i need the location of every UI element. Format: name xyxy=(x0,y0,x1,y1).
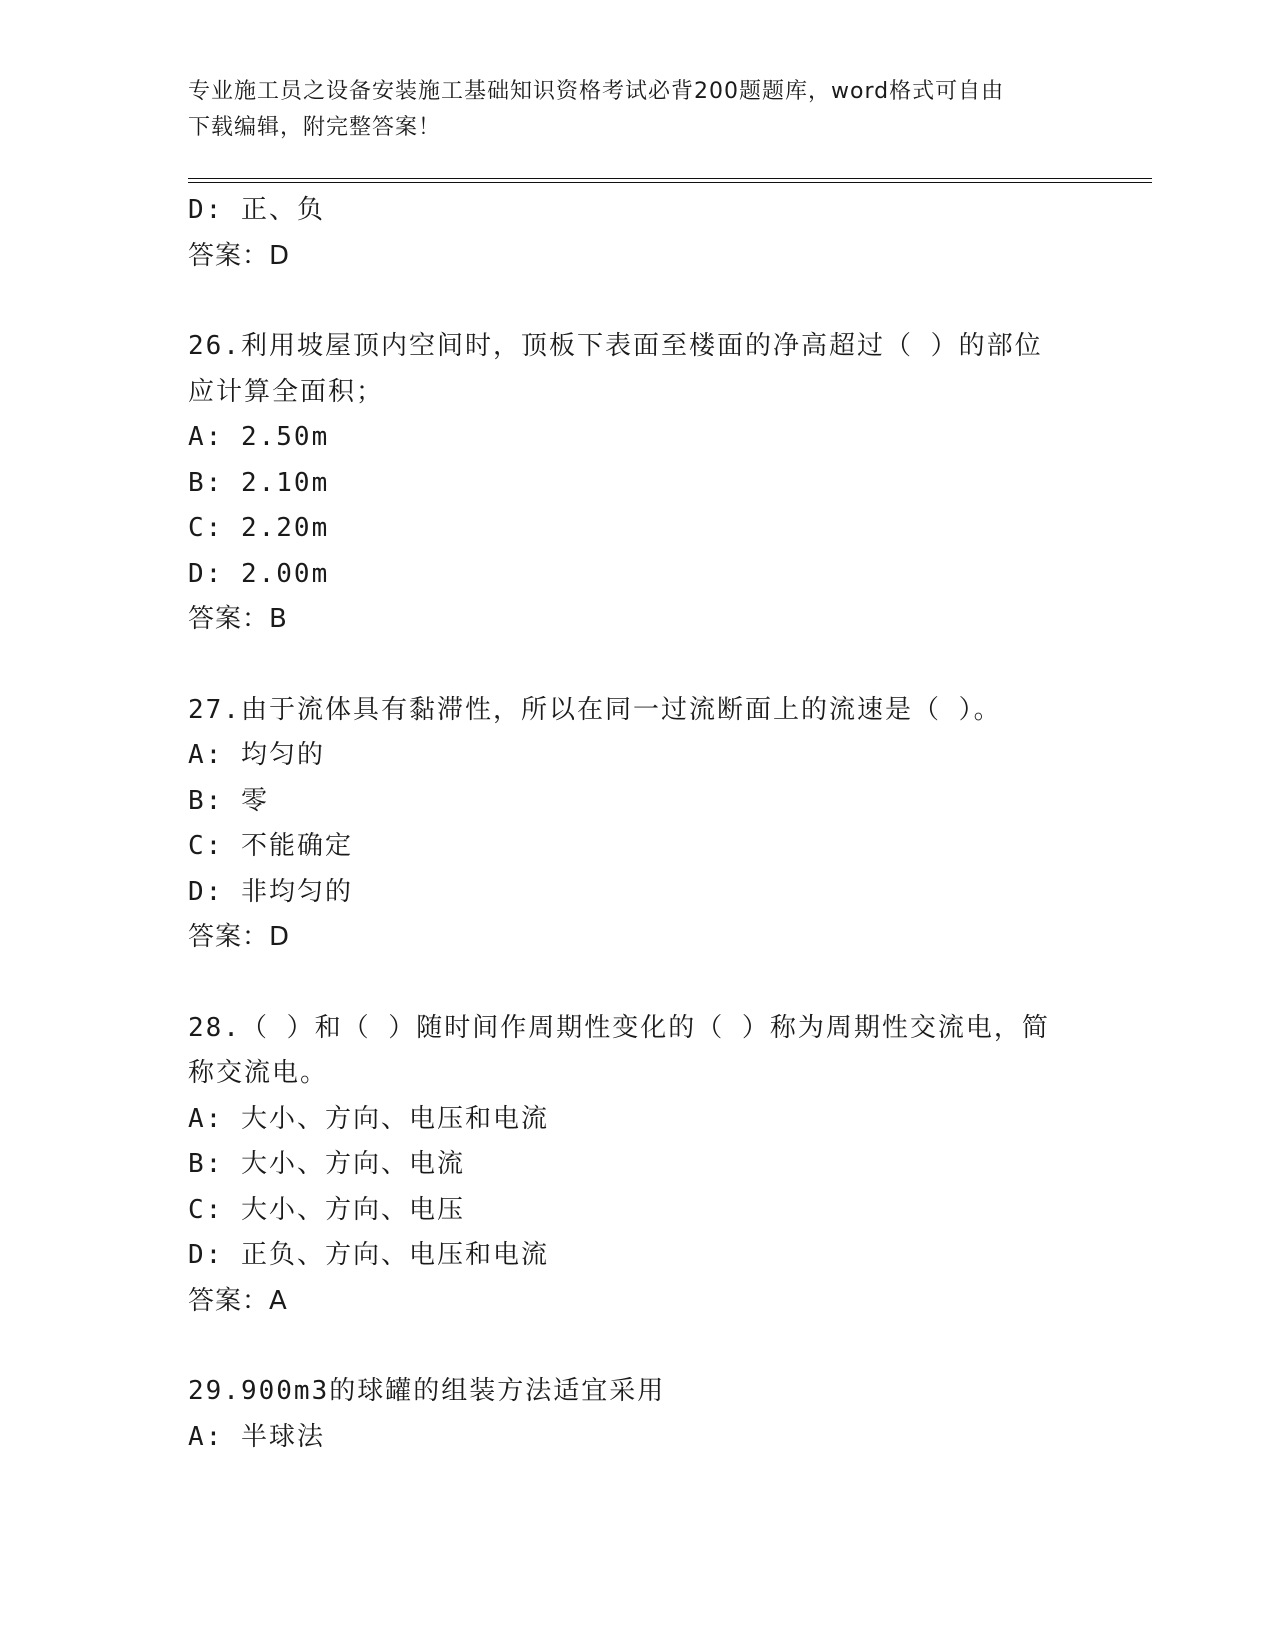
option-c: C: 大小、方向、电压 xyxy=(188,1194,465,1225)
spacer xyxy=(188,279,1068,324)
answer-label: 答案：B xyxy=(188,604,288,634)
option-c: C: 2.20m xyxy=(188,513,330,543)
answer-label: 答案：D xyxy=(188,240,291,271)
spacer xyxy=(188,643,1068,688)
question-26 xyxy=(188,324,1068,643)
option-b: B: 2.10m xyxy=(188,467,330,498)
spacer xyxy=(188,961,1068,1006)
option-d: D: 非均匀的 xyxy=(188,876,353,907)
question-stem: 29.900m3的球罐的组装方法适宜采用 xyxy=(188,1376,666,1406)
question-stem: 27.由于流体具有黏滞性，所以在同一过流断面上的流速是（ ）。 xyxy=(188,694,1002,725)
question-stem-continued: 称交流电。 xyxy=(188,1058,329,1088)
option-a: A: 半球法 xyxy=(188,1421,325,1452)
option-b: B: 大小、方向、电流 xyxy=(188,1149,465,1179)
option-d: D: 正、负 xyxy=(188,195,325,225)
question-stem: 26.利用坡屋顶内空间时，顶板下表面至楼面的净高超过（ ）的部位 xyxy=(188,331,1043,361)
spacer xyxy=(188,1324,1068,1369)
question-29 xyxy=(188,1369,1068,1460)
option-a: A: 均匀的 xyxy=(188,740,325,770)
header-divider xyxy=(188,178,1152,183)
question-27 xyxy=(188,688,1068,961)
header-title-line-1: 专业施工员之设备安装施工基础知识资格考试必背200题题库，word格式可自由 xyxy=(188,79,1005,104)
answer-label: 答案：A xyxy=(188,1285,288,1316)
answer-label: 答案：D xyxy=(188,922,291,952)
option-a: A: 2.50m xyxy=(188,422,330,452)
question-list xyxy=(188,188,1068,1460)
header-title-line-2: 下载编辑，附完整答案！ xyxy=(188,115,442,140)
option-b: B: 零 xyxy=(188,785,269,816)
option-c: C: 不能确定 xyxy=(188,831,353,861)
question-stem-continued: 应计算全面积； xyxy=(188,376,385,407)
question-28 xyxy=(188,1006,1068,1325)
question-25 xyxy=(188,188,1068,279)
document-header xyxy=(188,74,1088,146)
option-d: D: 2.00m xyxy=(188,558,330,589)
option-a: A: 大小、方向、电压和电流 xyxy=(188,1103,549,1134)
option-d: D: 正负、方向、电压和电流 xyxy=(188,1240,549,1270)
question-stem: 28.（ ）和（ ）随时间作周期性变化的（ ）称为周期性交流电，简 xyxy=(188,1012,1050,1043)
